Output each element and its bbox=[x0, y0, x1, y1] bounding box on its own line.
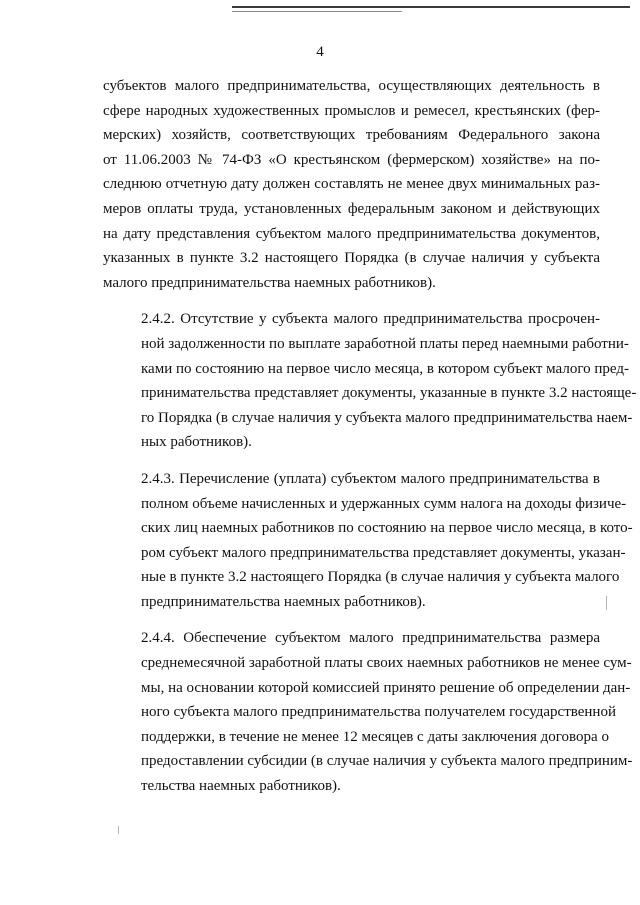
scan-edge-line bbox=[232, 6, 630, 8]
text-line: на дату представления субъектом малого предпринимательства документов, bbox=[103, 225, 600, 242]
text-line: субъектов малого предпринимательства, осуществляющих деятельность в bbox=[103, 78, 600, 94]
document-body bbox=[103, 74, 637, 811]
text-line: принимательства представляет документы, указанные в пункте 3.2 настояще- bbox=[141, 385, 637, 402]
text-line: ного субъекта малого предпринимательства получателем государственной bbox=[141, 704, 616, 721]
text-line: среднемесячной заработной платы своих наемных работников не менее сум- bbox=[141, 655, 632, 672]
paragraph-4 bbox=[103, 626, 633, 798]
text-line: малого предпринимательства наемных работников). bbox=[103, 274, 436, 291]
text-line: 2.4.4. Обеспечение субъектом малого предпринимательства размера bbox=[141, 630, 600, 647]
text-line: ные в пункте 3.2 настоящего Порядка (в случае наличия у субъекта малого bbox=[141, 569, 620, 586]
text-line: ками по состоянию на первое число месяца, в котором субъект малого пред- bbox=[141, 360, 629, 377]
text-line: указанных в пункте 3.2 настоящего Порядка (в случае наличия у субъекта bbox=[103, 250, 600, 267]
text-line: ной задолженности по выплате заработной платы перед наемными работни- bbox=[141, 335, 629, 352]
text-line: меров оплаты труда, установленных федеральным законом и действующих bbox=[103, 200, 600, 217]
text-line: го Порядка (в случае наличия у субъекта малого предпринимательства наем- bbox=[141, 409, 633, 426]
text-line: от 11.06.2003 № 74-ФЗ «О крестьянском (фермерском) хозяйстве» на по- bbox=[103, 151, 600, 168]
text-line: 2.4.3. Перечисление (уплата) субъектом малого предпринимательства в bbox=[141, 470, 600, 487]
text-line: ром субъект малого предпринимательства представляет документы, указан- bbox=[141, 544, 626, 561]
text-line: 2.4.2. Отсутствие у субъекта малого предпринимательства просрочен- bbox=[141, 311, 600, 328]
text-line: мерских) хозяйств, соответствующих требованиям Федерального закона bbox=[103, 127, 600, 144]
scan-speck bbox=[118, 826, 119, 834]
text-line: поддержки, в течение не менее 12 месяцев с даты заключения договора о bbox=[141, 728, 609, 745]
scan-edge-line-secondary bbox=[232, 11, 402, 12]
text-line: ных работников). bbox=[141, 434, 252, 451]
text-line: тельства наемных работников). bbox=[141, 778, 341, 795]
text-line: сфере народных художественных промыслов и ремесел, крестьянских (фер- bbox=[103, 102, 600, 119]
paragraph-1 bbox=[103, 74, 600, 295]
text-line: предпринимательства наемных работников). bbox=[141, 593, 426, 610]
paragraph-2 bbox=[103, 307, 637, 455]
text-line: мы, на основании которой комиссией принято решение об определении дан- bbox=[141, 679, 631, 696]
page-number: 4 bbox=[316, 44, 324, 60]
text-line: предоставлении субсидии (в случае наличия у субъекта малого предприним- bbox=[141, 753, 633, 770]
text-line: следнюю отчетную дату должен составлять не менее двух минимальных раз- bbox=[103, 176, 600, 193]
scan-speck bbox=[606, 596, 607, 610]
text-line: полном объеме начисленных и удержанных сумм налога на доходы физиче- bbox=[141, 495, 627, 512]
text-line: ских лиц наемных работников по состоянию на первое число месяца, в кото- bbox=[141, 520, 633, 537]
paragraph-3 bbox=[103, 467, 633, 615]
